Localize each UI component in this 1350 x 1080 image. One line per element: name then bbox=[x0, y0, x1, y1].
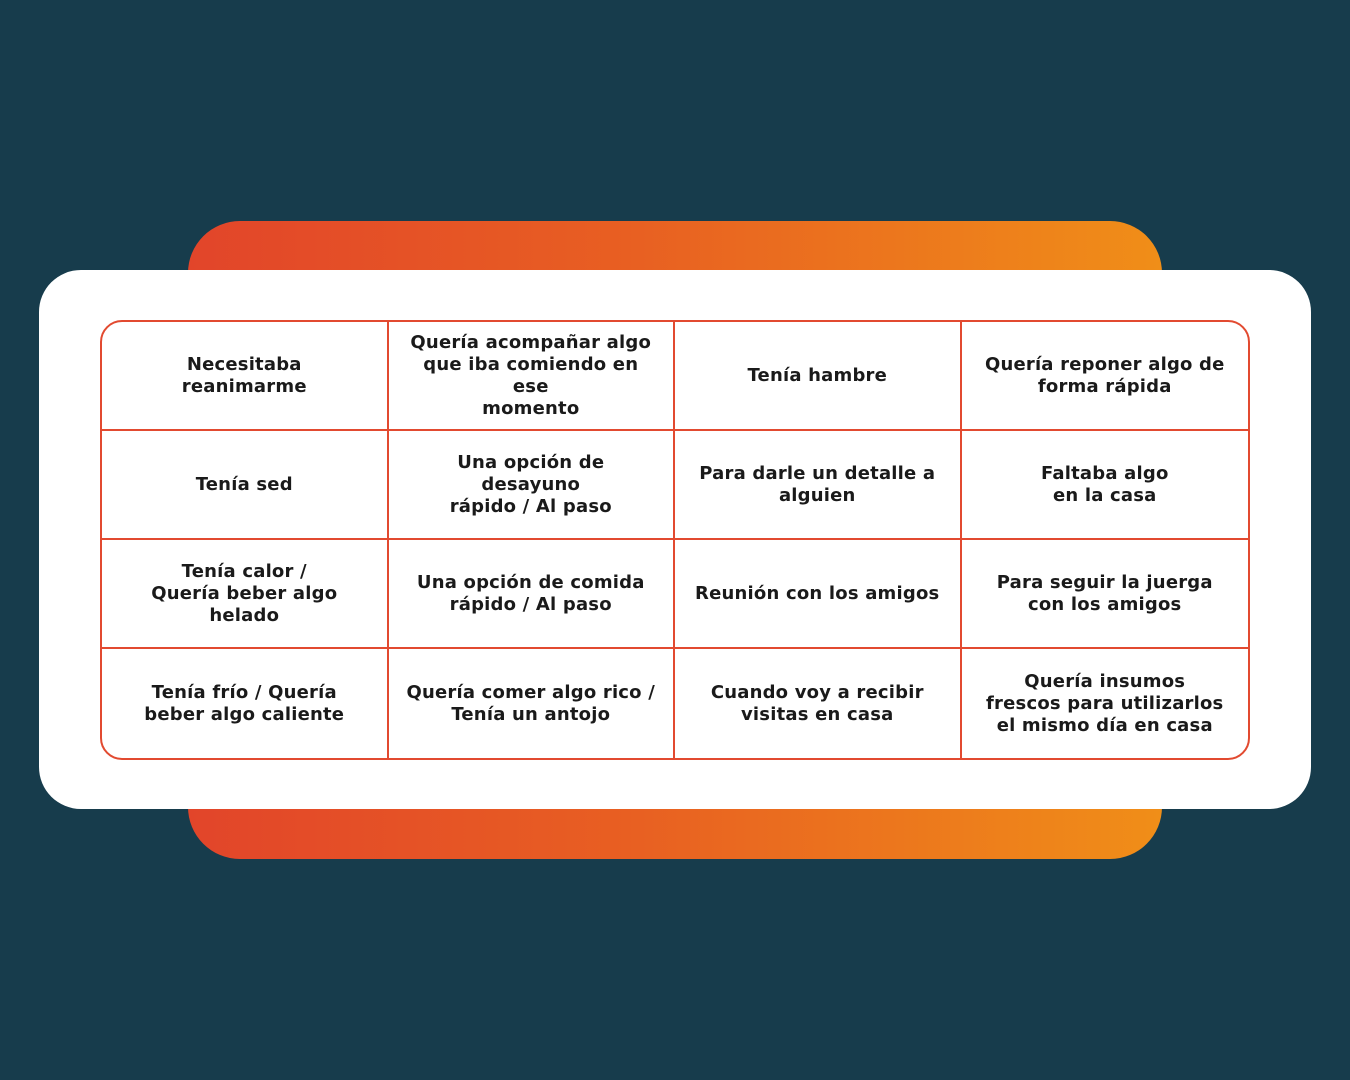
table-cell bbox=[102, 649, 389, 758]
reasons-table bbox=[100, 320, 1250, 760]
cell-text: Quería comer algo rico / Tenía un antojo bbox=[406, 681, 655, 725]
table-cell bbox=[102, 431, 389, 540]
reasons-grid bbox=[102, 322, 1248, 758]
cell-text: Tenía hambre bbox=[747, 364, 888, 386]
table-cell bbox=[962, 431, 1249, 540]
table-cell bbox=[389, 431, 676, 540]
table-cell bbox=[389, 322, 676, 431]
cell-text: Necesitaba reanimarme bbox=[181, 353, 307, 397]
table-cell bbox=[675, 649, 962, 758]
cell-text: Quería insumos frescos para utilizarlos el mismo día en casa bbox=[986, 670, 1224, 736]
table-cell bbox=[675, 540, 962, 649]
cell-text: Quería reponer algo de forma rápida bbox=[984, 353, 1225, 397]
cell-text: Una opción de desayuno rápido / Al paso bbox=[449, 451, 612, 517]
table-cell bbox=[962, 649, 1249, 758]
cell-text: Reunión con los amigos bbox=[695, 582, 940, 604]
cell-text: Para seguir la juerga con los amigos bbox=[996, 571, 1213, 615]
cell-text: Para darle un detalle a alguien bbox=[699, 462, 936, 506]
table-cell bbox=[102, 322, 389, 431]
table-cell bbox=[675, 431, 962, 540]
table-cell bbox=[962, 540, 1249, 649]
table-cell bbox=[962, 322, 1249, 431]
cell-text: Una opción de comida rápido / Al paso bbox=[416, 571, 645, 615]
cell-text: Quería acompañar algo que iba comiendo en ese momento bbox=[410, 331, 652, 419]
table-cell bbox=[102, 540, 389, 649]
table-cell bbox=[389, 540, 676, 649]
table-cell bbox=[389, 649, 676, 758]
cell-text: Faltaba algo en la casa bbox=[1040, 462, 1169, 506]
cell-text: Tenía frío / Quería beber algo caliente bbox=[144, 681, 345, 725]
cell-text: Cuando voy a recibir visitas en casa bbox=[710, 681, 924, 725]
cell-text: Tenía sed bbox=[195, 473, 293, 495]
table-cell bbox=[675, 322, 962, 431]
cell-text: Tenía calor / Quería beber algo helado bbox=[151, 560, 338, 626]
